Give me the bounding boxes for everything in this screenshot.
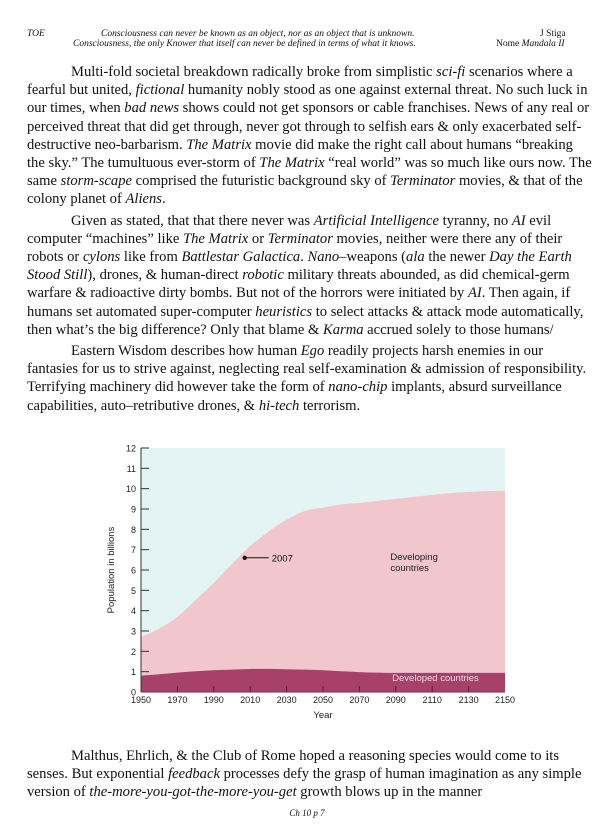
text-run: evil computer “machines” like — [27, 212, 552, 247]
body-text-bottom — [27, 747, 592, 802]
x-tick-label: 2130 — [458, 695, 479, 705]
x-tick-label: 2030 — [276, 695, 297, 705]
y-tick-label: 5 — [130, 585, 136, 596]
emphasis-text: The Matrix — [186, 136, 252, 153]
emphasis-text: storm-scape — [60, 173, 132, 190]
emphasis-text: the-more-you-got-the-more-you-get — [89, 784, 297, 801]
y-tick-label: 9 — [130, 504, 136, 515]
text-run: comprised the futuristic background sky of — [131, 173, 391, 190]
text-run: humanity nobly stood as one against external threat. No such luck in our times, when — [27, 82, 588, 117]
y-tick-label: 3 — [130, 626, 136, 637]
x-axis-title: Year — [313, 710, 333, 721]
y-tick-label: 12 — [125, 443, 136, 454]
emphasis-text: Artificial Intelligence — [313, 212, 439, 229]
emphasis-text: sci-fi — [436, 64, 466, 80]
text-run: Malthus, Ehrlich, & the Club of Rome hoped a reasoning species would come to its senses. But exponential — [27, 748, 559, 783]
emphasis-text: feedback — [168, 766, 220, 783]
emphasis-text: The Matrix — [259, 155, 325, 172]
emphasis-text: bad news — [124, 100, 180, 117]
label-developing-countries: Developing — [390, 551, 438, 563]
emphasis-text: fictional — [135, 82, 185, 99]
text-run: . — [300, 249, 308, 266]
text-run: to select attacks & attack mode automatically, then what’s the big difference? Only that blame & — [27, 303, 584, 338]
label-developing-countries: countries — [390, 562, 429, 574]
emphasis-text: AI — [511, 212, 526, 229]
text-run: the newer — [424, 249, 490, 266]
text-run: scenarios where a fearful but united, — [27, 64, 573, 99]
text-run: like from — [120, 249, 182, 266]
x-tick-label: 2010 — [240, 695, 261, 705]
x-tick-label: 2070 — [349, 695, 370, 705]
header-quote-1: Consciousness can never be known as an object, nor as an object that is unknown. — [101, 29, 415, 39]
text-run: . Then again, if humans set automated super-computer — [27, 285, 571, 320]
emphasis-text: hi-tech — [258, 397, 300, 414]
x-tick-label: 1950 — [130, 695, 152, 705]
emphasis-text: heuristics — [255, 303, 313, 320]
paragraph-4 — [27, 747, 592, 802]
text-run: Given as stated, that that there never was — [71, 212, 314, 229]
text-run: shows could not get sponsors or cable franchises. News of any real or perceived threat that did get through, never got through to selfish ears & only exacerbated self-destructive neo-barbarism. — [27, 100, 590, 153]
label-developed-countries: Developed countries — [392, 672, 479, 684]
text-run: or — [248, 230, 268, 247]
emphasis-text: Nano — [307, 249, 340, 266]
emphasis-text: The Matrix — [183, 230, 249, 247]
x-tick-label: 2110 — [422, 695, 442, 705]
header-book-prefix: Nome — [496, 39, 522, 49]
emphasis-text: Karma — [322, 321, 364, 338]
text-run: . — [161, 191, 166, 208]
header-book-title — [496, 39, 565, 50]
text-run: “real world” was so much like ours now. The same — [27, 155, 592, 190]
text-run: tyranny, no — [438, 212, 512, 229]
y-tick-label: 0 — [130, 687, 136, 698]
emphasis-text: nano-chip — [328, 379, 388, 396]
text-run: movies, & that of the colony planet of — [27, 173, 583, 208]
emphasis-text: Day the Earth Stood Still — [27, 249, 572, 284]
x-tick-label: 2150 — [494, 695, 516, 705]
y-axis-title: Population in billions — [106, 526, 117, 614]
text-run: movies, neither were there any of their robots or — [27, 230, 563, 266]
text-run: movie did make the right call about humans “breaking the sky.” The tumultuous ever-storm of — [27, 136, 573, 172]
header-book-name: Mandala II — [521, 39, 565, 49]
text-run: Multi-fold societal breakdown radically broke from simplistic — [71, 64, 437, 80]
y-tick-label: 1 — [130, 667, 136, 678]
emphasis-text: cylons — [82, 249, 121, 266]
y-tick-label: 7 — [130, 545, 136, 556]
text-run: readily projects harsh enemies in our fantasies for us to strive against, neglecting real self-examination & admission of responsibility. Terrifying machinery did however take the form of — [27, 343, 587, 396]
emphasis-text: Aliens — [125, 191, 162, 208]
y-tick-label: 4 — [130, 606, 136, 617]
paragraph-3 — [27, 342, 592, 415]
body-text-top — [27, 63, 592, 415]
emphasis-text: ala — [406, 249, 425, 266]
text-run: processes defy the grasp of human imagination as any simple version of — [27, 766, 582, 801]
y-tick-label: 11 — [126, 463, 136, 474]
text-run: military threats abounded, as did chemical-germ warfare & radioactive dirty bombs. But not of the horrors were initiated by — [27, 267, 570, 302]
text-run: –weapons ( — [339, 249, 407, 266]
emphasis-text: robotic — [242, 267, 284, 284]
header-quote-2: Consciousness, the only Knower that itself can never be defined in terms of what it knows. — [73, 39, 416, 49]
x-tick-label: 2090 — [385, 695, 406, 705]
population-chart — [90, 436, 530, 726]
emphasis-text: AI — [467, 285, 482, 302]
annotation-2007: 2007 — [271, 553, 293, 565]
text-run: growth blows up in the manner — [296, 784, 483, 801]
paragraph-2 — [27, 212, 592, 339]
emphasis-text: Terminator — [267, 230, 333, 247]
y-tick-label: 10 — [125, 484, 136, 495]
y-tick-label: 8 — [130, 524, 136, 535]
emphasis-text: Battlestar Galactica — [181, 249, 301, 266]
header-author: J Stiga — [540, 29, 566, 39]
paragraph-1 — [27, 63, 592, 209]
text-run: ), drones, & human-direct — [87, 267, 243, 284]
x-tick-label: 2050 — [312, 695, 334, 705]
text-run: terrorism. — [299, 397, 361, 414]
emphasis-text: Ego — [300, 343, 325, 360]
y-tick-label: 2 — [130, 646, 136, 657]
text-run: Eastern Wisdom describes how human — [71, 343, 301, 360]
y-tick-label: 6 — [130, 565, 136, 576]
x-tick-label: 1990 — [203, 695, 224, 705]
x-tick-label: 1970 — [167, 695, 188, 705]
header-left: TOE — [27, 29, 45, 39]
text-run: implants, absurd surveillance capabilities, auto–retributive drones, & — [27, 379, 562, 414]
emphasis-text: Terminator — [390, 173, 456, 190]
page-footer: Ch 10 p 7 — [289, 808, 325, 818]
text-run: accrued solely to those humans/ — [363, 321, 554, 338]
